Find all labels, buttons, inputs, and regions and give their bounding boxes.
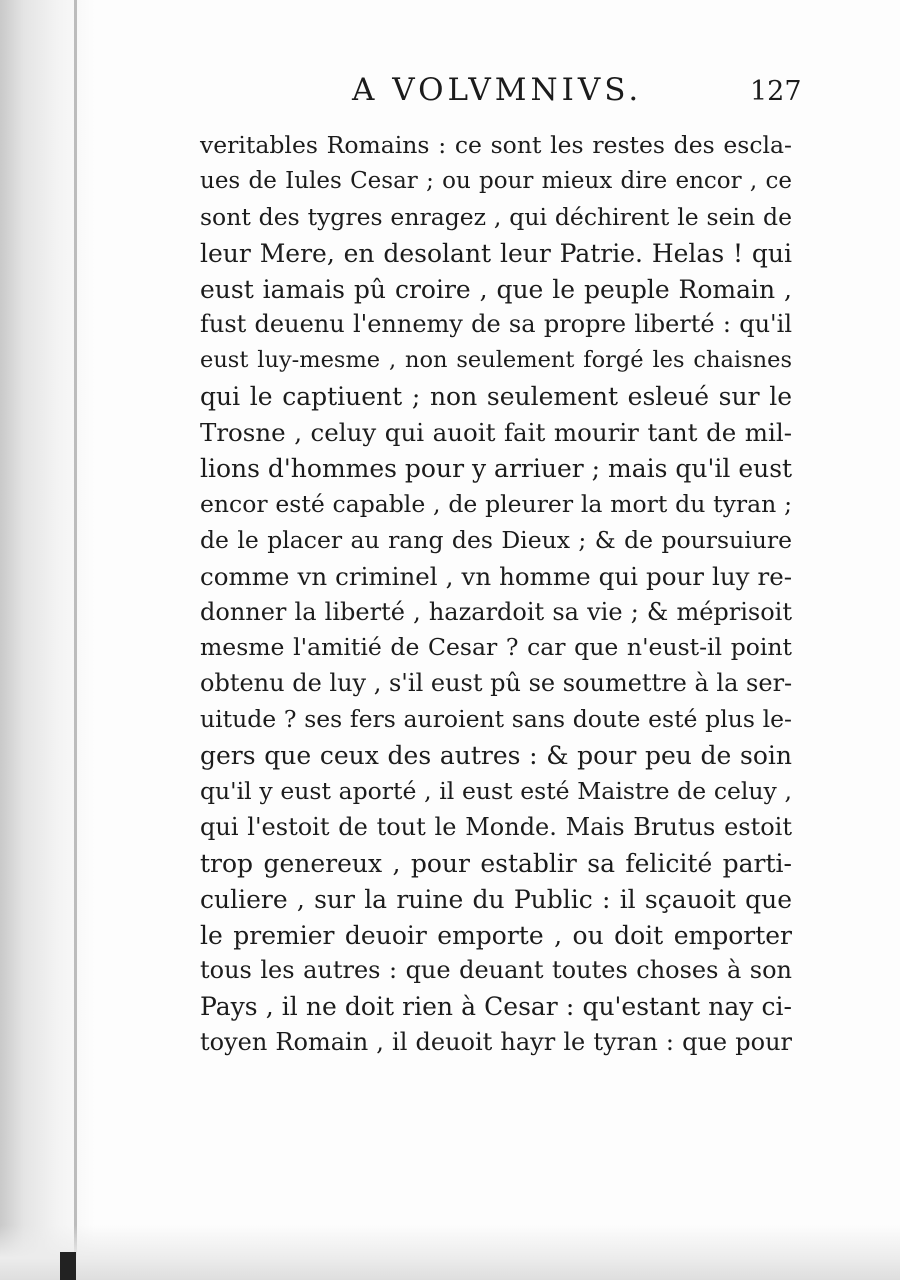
text-line: Pays , il ne doit rien à Cesar : qu'estant nay ci- <box>200 992 792 1022</box>
text-line: eust luy-mesme , non seulement forgé les chaisnes <box>200 347 792 374</box>
running-head: A VOLVMNIVS. <box>352 72 643 108</box>
text-line: sont des tygres enragez , qui déchirent le sein de <box>200 202 792 231</box>
text-line: comme vn criminel , vn homme qui pour luy re- <box>200 561 792 591</box>
text-line: encor esté capable , de pleurer la mort du tyran ; <box>200 489 792 518</box>
text-line: trop genereux , pour establir sa felicité parti- <box>200 848 792 878</box>
text-line: veritables Romains : ce sont les restes des escla- <box>200 131 792 159</box>
text-line: de le placer au rang des Dieux ; & de poursuiure <box>200 525 792 554</box>
text-line: obtenu de luy , s'il eust pû se soumettre à la ser- <box>200 669 793 698</box>
text-line: mesme l'amitié de Cesar ? car que n'eust-il point <box>200 633 792 662</box>
text-line: le premier deuoir emporte , ou doit emporter <box>200 920 792 950</box>
body-text <box>200 128 792 1061</box>
text-line: uitude ? ses fers auroient sans doute esté plus le- <box>200 705 792 734</box>
text-line: qui l'estoit de tout le Monde. Mais Brutus estoit <box>200 812 792 841</box>
text-line: donner la liberté , hazardoit sa vie ; & méprisoit <box>200 597 792 626</box>
text-line: qu'il y eust aporté , il eust esté Maistre de celuy , <box>200 777 792 806</box>
text-line: Trosne , celuy qui auoit fait mourir tant de mil- <box>200 418 792 448</box>
text-line: fust deuenu l'ennemy de sa propre liberté : qu'il <box>200 310 792 339</box>
text-line: eust iamais pû croire , que le peuple Romain , <box>200 274 792 304</box>
text-line: toyen Romain , il deuoit hayr le tyran : que pour <box>200 1028 792 1057</box>
text-line: qui le captiuent ; non seulement esleué sur le <box>200 382 792 412</box>
text-line: gers que ceux des autres : & pour peu de soin <box>200 741 792 771</box>
binding-edge <box>74 0 77 1280</box>
page-header <box>0 72 900 122</box>
binding-corner-mark <box>60 1252 76 1280</box>
text-line: ues de Iules Cesar ; ou pour mieux dire encor , ce <box>200 167 792 194</box>
bottom-edge-shadow <box>0 1225 900 1280</box>
text-line: culiere , sur la ruine du Public : il sçauoit que <box>200 884 792 914</box>
text-line: lions d'hommes pour y arriuer ; mais qu'il eust <box>200 454 793 484</box>
page-gutter-shadow <box>0 0 95 1280</box>
page-number: 127 <box>750 76 802 107</box>
text-line: tous les autres : que deuant toutes choses à son <box>200 956 792 985</box>
text-line: leur Mere, en desolant leur Patrie. Helas ! qui <box>200 238 792 268</box>
